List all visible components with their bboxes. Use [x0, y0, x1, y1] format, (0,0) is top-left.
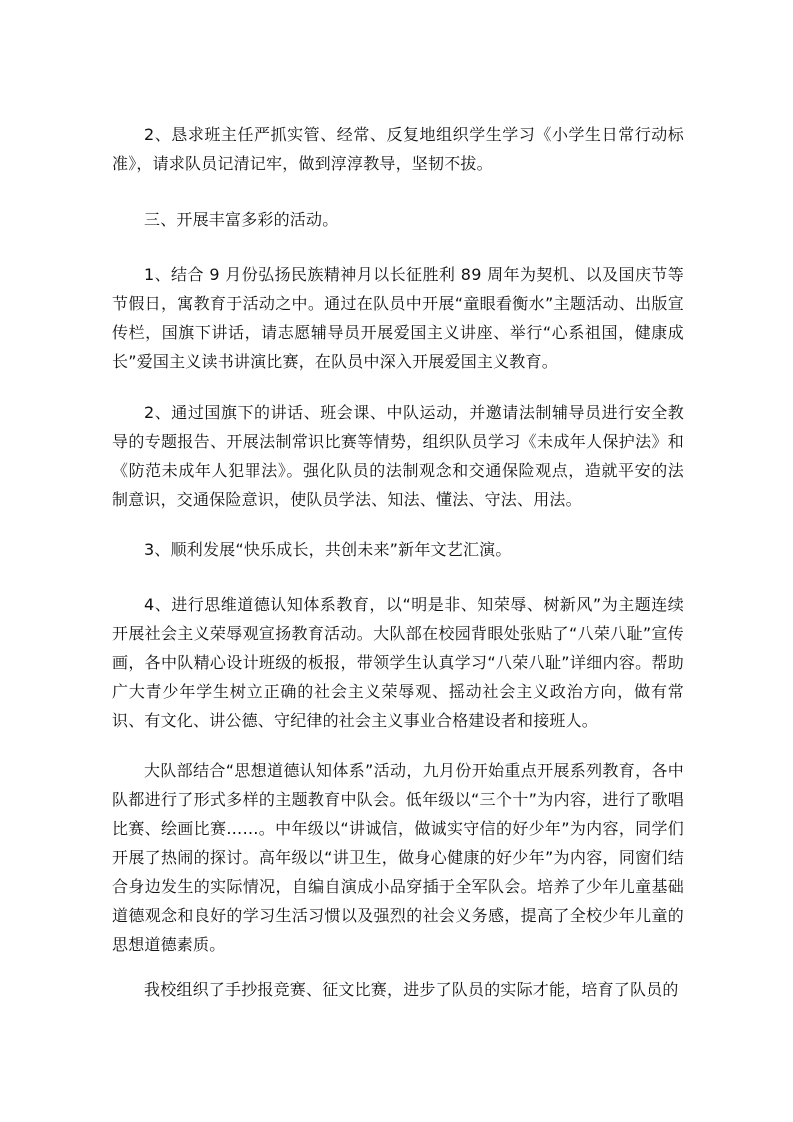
- paragraph-patriotic-education: 1、结合 9 月份弘扬民族精神月以长征胜利 89 周年为契机、以及国庆节等节假日，寓教育于活动之中。通过在队员中开展“童眼看衡水”主题活动、出版宣传栏，国旗下讲话，请志愿辅导员开展爱国主义讲座、举行“心系祖国，健康成长”爱国主义读书讲演比赛，在队员中深入开展爱国主义教育。: [112, 265, 684, 371]
- paragraph-brigade-activities: 大队部结合“思想道德认知体系”活动，九月份开始重点开展系列教育，各中队都进行了形式多样的主题教育中队会。低年级以“三个十”为内容，进行了歌唱比赛、绘画比赛……。中年级以“讲诚信，做诚实守信的好少年”为内容，同学们开展了热闹的探讨。高年级以“讲卫生，做身心健康的好少年”为内容，同窗们结合身边发生的实际情况，自编自演成小品穿插于全军队会。培养了少年儿童基础道德观念和良好的学习生活习惯以及强烈的社会义务感，提高了全校少年儿童的思想道德素质。: [112, 761, 684, 954]
- paragraph-legal-education: 2、通过国旗下的讲话、班会课、中队运动，并邀请法制辅导员进行安全教导的专题报告、开展法制常识比赛等情势，组织队员学习《未成年人保护法》和《防范未成年人犯罪法》。强化队员的法制观念和交通保险观点，造就平安的法制意识，交通保险意识，使队员学法、知法、懂法、守法、用法。: [112, 403, 684, 509]
- paragraph-new-year-performance: 3、顺利发展“快乐成长，共创未来”新年文艺汇演。: [144, 540, 512, 559]
- section-heading-activities: 三、开展丰富多彩的活动。: [144, 210, 339, 229]
- paragraph-competitions: 我校组织了手抄报竞赛、征文比赛，进步了队员的实际才能，培育了队员的: [144, 980, 679, 999]
- paragraph-class-teacher-request: 2、恳求班主任严抓实管、经常、反复地组织学生学习《小学生日常行动标准》，请求队员记清记牢，做到淳淳教导，坚韧不拔。: [112, 125, 684, 173]
- paragraph-moral-education: 4、进行思维道德认知体系教育，以“明是非、知荣辱、树新风”为主题连续开展社会主义荣辱观宣扬教育活动。大队部在校园背眼处张贴了“八荣八耻”宣传画，各中队精心设计班级的板报，带领学生认真学习“八荣八耻”详细内容。帮助广大青少年学生树立正确的社会主义荣辱观、摇动社会主义政治方向，做有常识、有文化、讲公德、守纪律的社会主义事业合格建设者和接班人。: [112, 595, 684, 730]
